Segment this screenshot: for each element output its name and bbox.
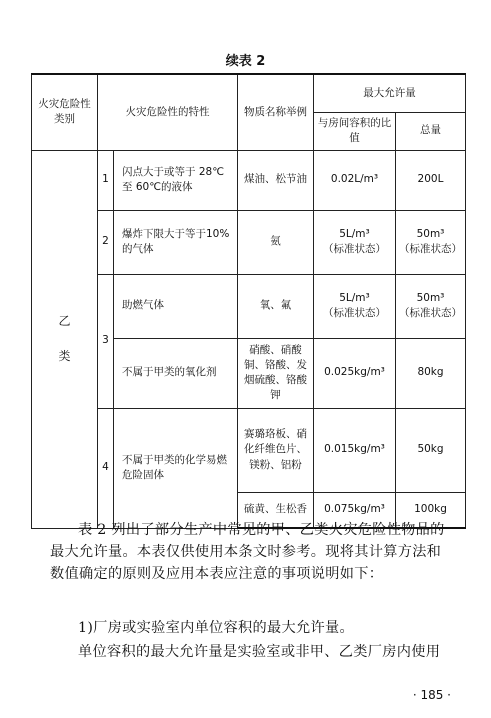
row-feature: 助燃气体: [114, 274, 238, 338]
row-ratio: 0.075kg/m³: [314, 492, 396, 528]
row-feature: 不属于甲类的氧化剂: [114, 338, 238, 408]
header-examples: 物质名称举例: [238, 74, 314, 150]
header-characteristic: 火灾危险性的特性: [98, 74, 238, 150]
table-title: 续表 2: [225, 54, 266, 69]
row-total: 50kg: [396, 408, 466, 492]
row-total: 100kg: [396, 492, 466, 528]
body-paragraph-2: 1)厂房或实验室内单位容积的最大允许量。: [78, 620, 354, 636]
header-total: 总量: [396, 112, 466, 150]
category-char-2: 类: [58, 348, 71, 363]
row-feature: 闪点大于或等于 28℃至 60℃的液体: [114, 150, 238, 210]
body-paragraph-3: 单位容积的最大允许量是实验室或非甲、乙类厂房内使用: [78, 644, 441, 660]
row-num: 2: [98, 210, 114, 274]
row-total: 50m³ （标准状态）: [396, 274, 466, 338]
row-total: 50m³ （标准状态）: [396, 210, 466, 274]
row-num: 4: [98, 408, 114, 528]
header-ratio: 与房间容积的比值: [314, 112, 396, 150]
row-example: 煤油、松节油: [238, 150, 314, 210]
row-example: 氨: [238, 210, 314, 274]
body-paragraph-1: 表 2 列出了部分生产中常见的甲、乙类火灾危险性物品的最大允许量。本表仅供使用本条文时参考。现将其计算方法和数值确定的原则及应用本表应注意的事项说明如下：: [50, 522, 445, 582]
row-ratio: 5L/m³ （标准状态）: [314, 274, 396, 338]
hazard-table: [31, 73, 466, 529]
category-char-1: 乙: [58, 313, 71, 328]
row-ratio: 5L/m³ （标准状态）: [314, 210, 396, 274]
row-num: 1: [98, 150, 114, 210]
row-num: 3: [98, 274, 114, 408]
row-total: 200L: [396, 150, 466, 210]
row-feature: 爆炸下限大于等于10%的气体: [114, 210, 238, 274]
row-feature: 不属于甲类的化学易燃危险固体: [114, 408, 238, 528]
row-example: 硝酸、硝酸铜、铬酸、发烟硫酸、铬酸钾: [238, 338, 314, 408]
header-max-allowed: 最大允许量: [314, 74, 466, 112]
row-ratio: 0.02L/m³: [314, 150, 396, 210]
row-total: 80kg: [396, 338, 466, 408]
page-number: · 185 ·: [412, 688, 451, 702]
row-ratio: 0.025kg/m³: [314, 338, 396, 408]
row-ratio: 0.015kg/m³: [314, 408, 396, 492]
row-example: 硫黄、生松香: [238, 492, 314, 528]
header-category: 火灾危险性类别: [32, 74, 98, 150]
row-example: 氧、氟: [238, 274, 314, 338]
row-example: 赛璐珞板、硝化纤维色片、镁粉、铝粉: [238, 408, 314, 492]
category-cell: [32, 150, 98, 528]
